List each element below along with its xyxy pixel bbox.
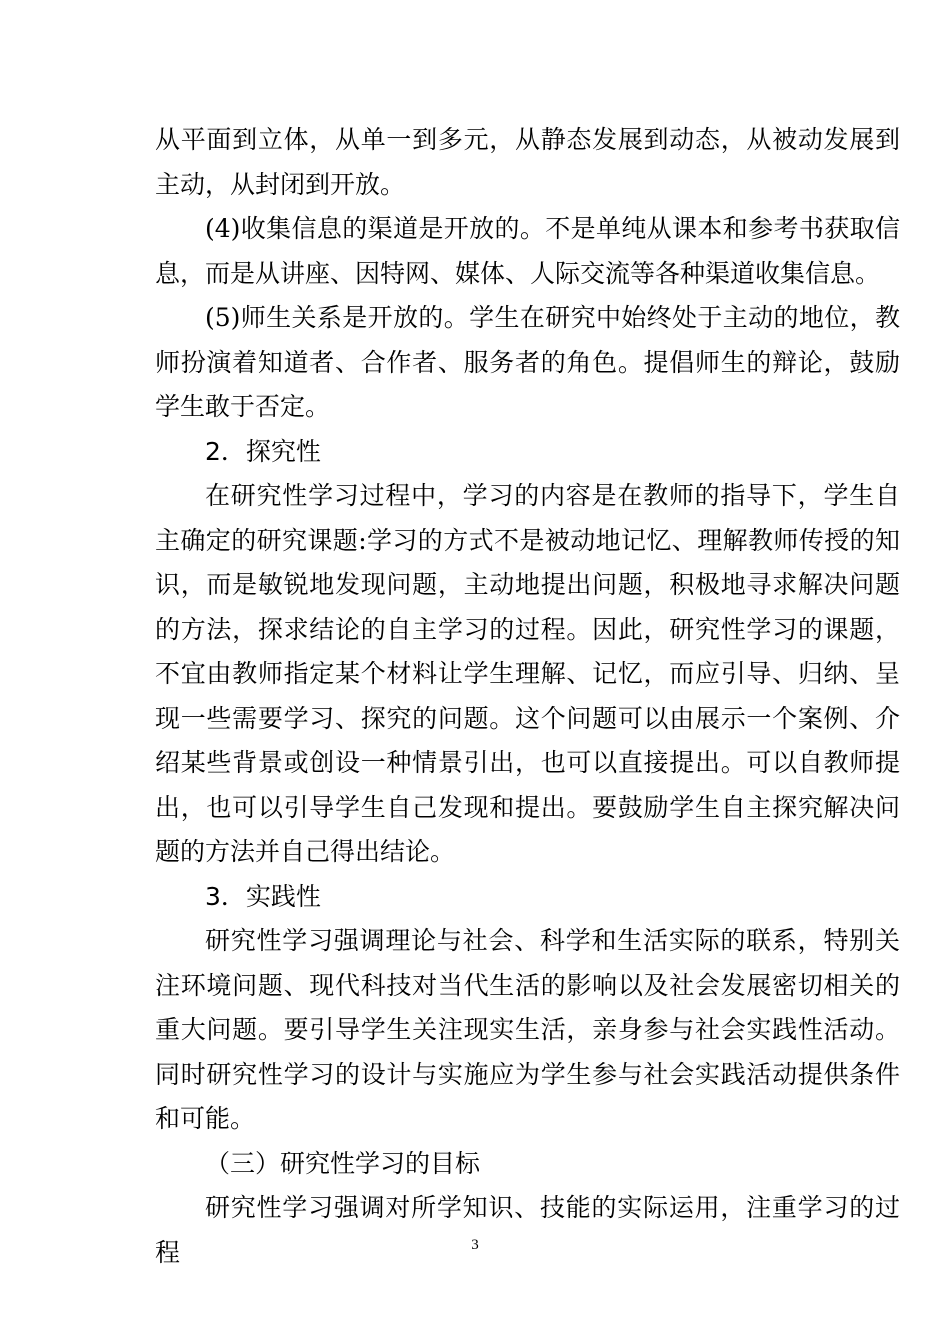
heading-practical: 3．实践性 [205,881,321,911]
heading-learning-goals: （三）研究性学习的目标 [205,1148,481,1178]
document-body [155,118,900,1275]
paragraph-exploratory: 在研究性学习过程中，学习的内容是在教师的指导下，学生自主确定的研究课题:学习的方式不是被动地记忆、理解教师传授的知识，而是敏锐地发现问题，主动地提出问题，积极地寻求解决问题的方法，探求结论的自主学习的过程。因此，研究性学习的课题，不宜由教师指定某个材料让学生理解、记忆，而应引导、归纳、呈现一些需要学习、探究的问题。这个问题可以由展示一个案例、介绍某些背景或创设一种情景引出，也可以直接提出。可以自教师提出，也可以引导学生自己发现和提出。要鼓励学生自主探究解决问题的方法并自己得出结论。 [155,481,900,866]
paragraph-practical: 研究性学习强调理论与社会、科学和生活实际的联系，特别关注环境问题、现代科技对当代生活的影响以及社会发展密切相关的重大问题。要引导学生关注现实生活，亲身参与社会实践性活动。同时研究性学习的设计与实施应为学生参与社会实践活动提供条件和可能。 [155,926,900,1133]
paragraph-teacher-student-relation: (5)师生关系是开放的。学生在研究中始终处于主动的地位，教师扮演着知道者、合作者、服务者的角色。提倡师生的辩论，鼓励学生敢于否定。 [155,303,900,421]
heading-exploratory: 2．探究性 [205,436,321,466]
paragraph-learning-goals: 研究性学习强调对所学知识、技能的实际运用，注重学习的过程 [155,1193,900,1267]
page-number: 3 [471,1237,479,1253]
paragraph-open-learning-end: 从平面到立体，从单一到多元，从静态发展到动态，从被动发展到主动，从封闭到开放。 [155,125,900,199]
paragraph-info-channels: (4)收集信息的渠道是开放的。不是单纯从课本和参考书获取信息，而是从讲座、因特网、媒体、人际交流等各种渠道收集信息。 [155,214,900,288]
